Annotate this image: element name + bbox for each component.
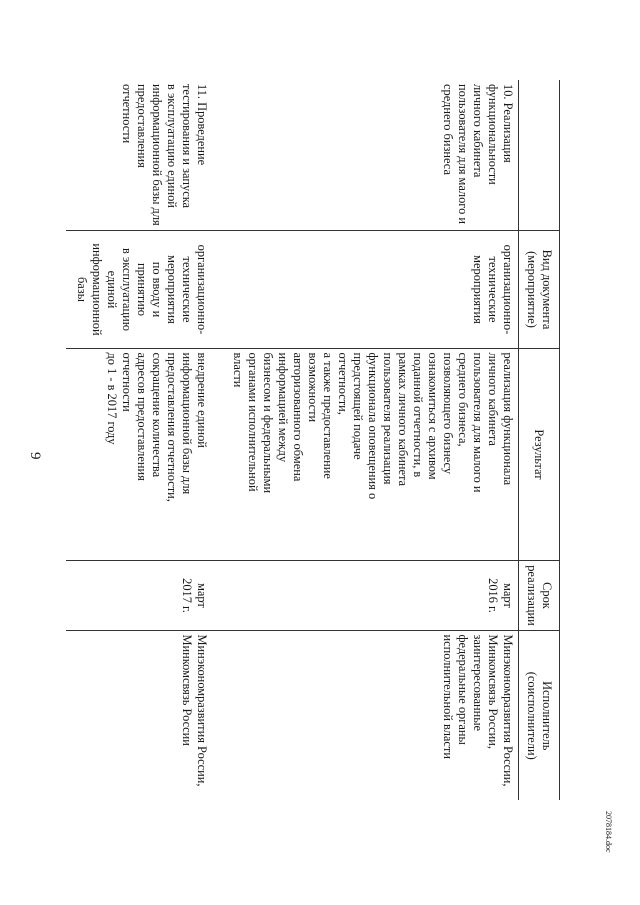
rotated-table-container: [70, 80, 560, 800]
cell-executor: Минэкономразвития России, Минкомсвязь России: [66, 630, 212, 800]
cell-measure: 11. Проведение тестирования и запуска в эксплуатацию единой информационной базы для предоставления отчетности: [66, 80, 212, 230]
table-row: [212, 80, 519, 800]
cell-measure: 10. Реализация функциональности личного кабинета пользователя для малого и среднего бизнеса: [212, 80, 519, 230]
header-result: Результат: [519, 348, 560, 560]
footer-filename: 2078184.doc: [604, 811, 613, 853]
cell-doc-type: организационно- технические мероприятия: [212, 230, 519, 348]
header-executor: Исполнитель (соисполнители): [519, 630, 560, 800]
cell-doc-type: организационно- технические мероприятия по вводу и принятию в эксплуатацию единой информационной базы: [66, 230, 212, 348]
header-deadline: Срок реализации: [519, 560, 560, 630]
cell-deadline: март 2016 г.: [212, 560, 519, 630]
page-number: 9: [27, 452, 43, 460]
cell-executor: Минэкономразвития России, Минкомсвязь России, заинтересованные федеральные органы исполнительной власти: [212, 630, 519, 800]
measures-table: [66, 80, 560, 800]
cell-result: внедрение единой информационной базы для предоставления отчетности, сокращение количества адресов предоставления отчетности до 1 - в 2017 году: [66, 348, 212, 560]
cell-result: реализация функционала личного кабинета пользователя для малого и среднего бизнеса, позволяющего бизнесу ознакомиться с архивом поданной отчетности, в рамках личного кабинета пользователя реализация функционала оповещения о предстоящей подаче отчетности, а также предоставление возможности авторизованного обмена информацией между бизнесом и федеральными органами исполнительной власти: [212, 348, 519, 560]
header-measure: [519, 80, 560, 230]
header-doc-type: Вид документа (мероприятие): [519, 230, 560, 348]
cell-deadline: март 2017 г.: [66, 560, 212, 630]
table-header-row: [519, 80, 560, 800]
table-row: [66, 80, 212, 800]
